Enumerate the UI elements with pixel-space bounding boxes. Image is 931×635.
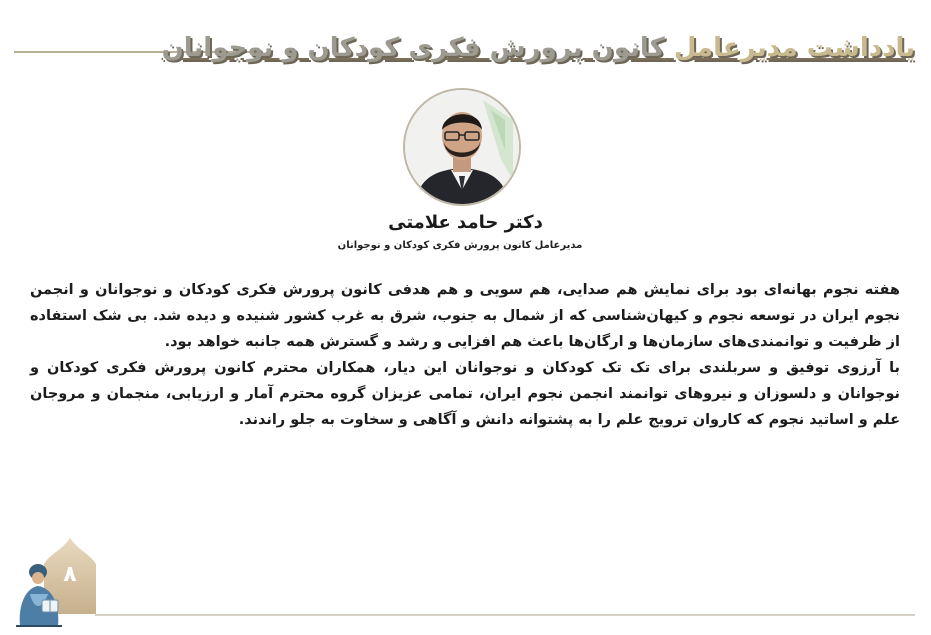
- note-body: [30, 277, 900, 433]
- footer-rule: [95, 614, 915, 616]
- page-number: ۸: [63, 562, 77, 587]
- title-part-1: یادداشت مدیرعامل: [673, 33, 915, 63]
- portrait-image: [405, 90, 519, 204]
- title-part-2: کانون پرورش فکری کودکان و نوجوانان: [161, 33, 665, 63]
- scholar-illustration-icon: [12, 560, 66, 628]
- avatar: [403, 88, 521, 206]
- paragraph: با آرزوی توفیق و سربلندی برای تک تک کودکان و نوجوانان این دیار، همکاران محترم کانون پرورش فکری کودکان و نوجوانان و دلسوزان و نیروهای توانمند انجمن نجوم ایران، تمامی عزیزان گروه محترم آمار و ارزیابی، منجمان و مروجان علم و اساتید نجوم که کاروان ترویج علم را به پشتوانه دانش و آگاهی و سخاوت به جلو راندند.: [30, 360, 900, 428]
- page-title: [162, 30, 915, 66]
- profile-name: دکتر حامد علامتی: [388, 212, 543, 233]
- profile-role: مدیرعامل کانون پرورش فکری کودکان و نوجوانان: [337, 240, 583, 251]
- paragraph: هفته نجوم بهانه‌ای بود برای نمایش هم صدایی، هم سویی و هم هدفی کانون پرورش فکری کودکان و نوجوانان و انجمن نجوم ایران در توسعه نجوم و کیهان‌شناسی که از شمال به جنوب، شرق به غرب کشور شنیده و دیده شد. بی شک استفاده از ظرفیت و توانمندی‌های سازمان‌ها و ارگان‌ها باعث هم افزایی و رشد و گسترش همه جانبه خواهد بود.: [30, 282, 900, 350]
